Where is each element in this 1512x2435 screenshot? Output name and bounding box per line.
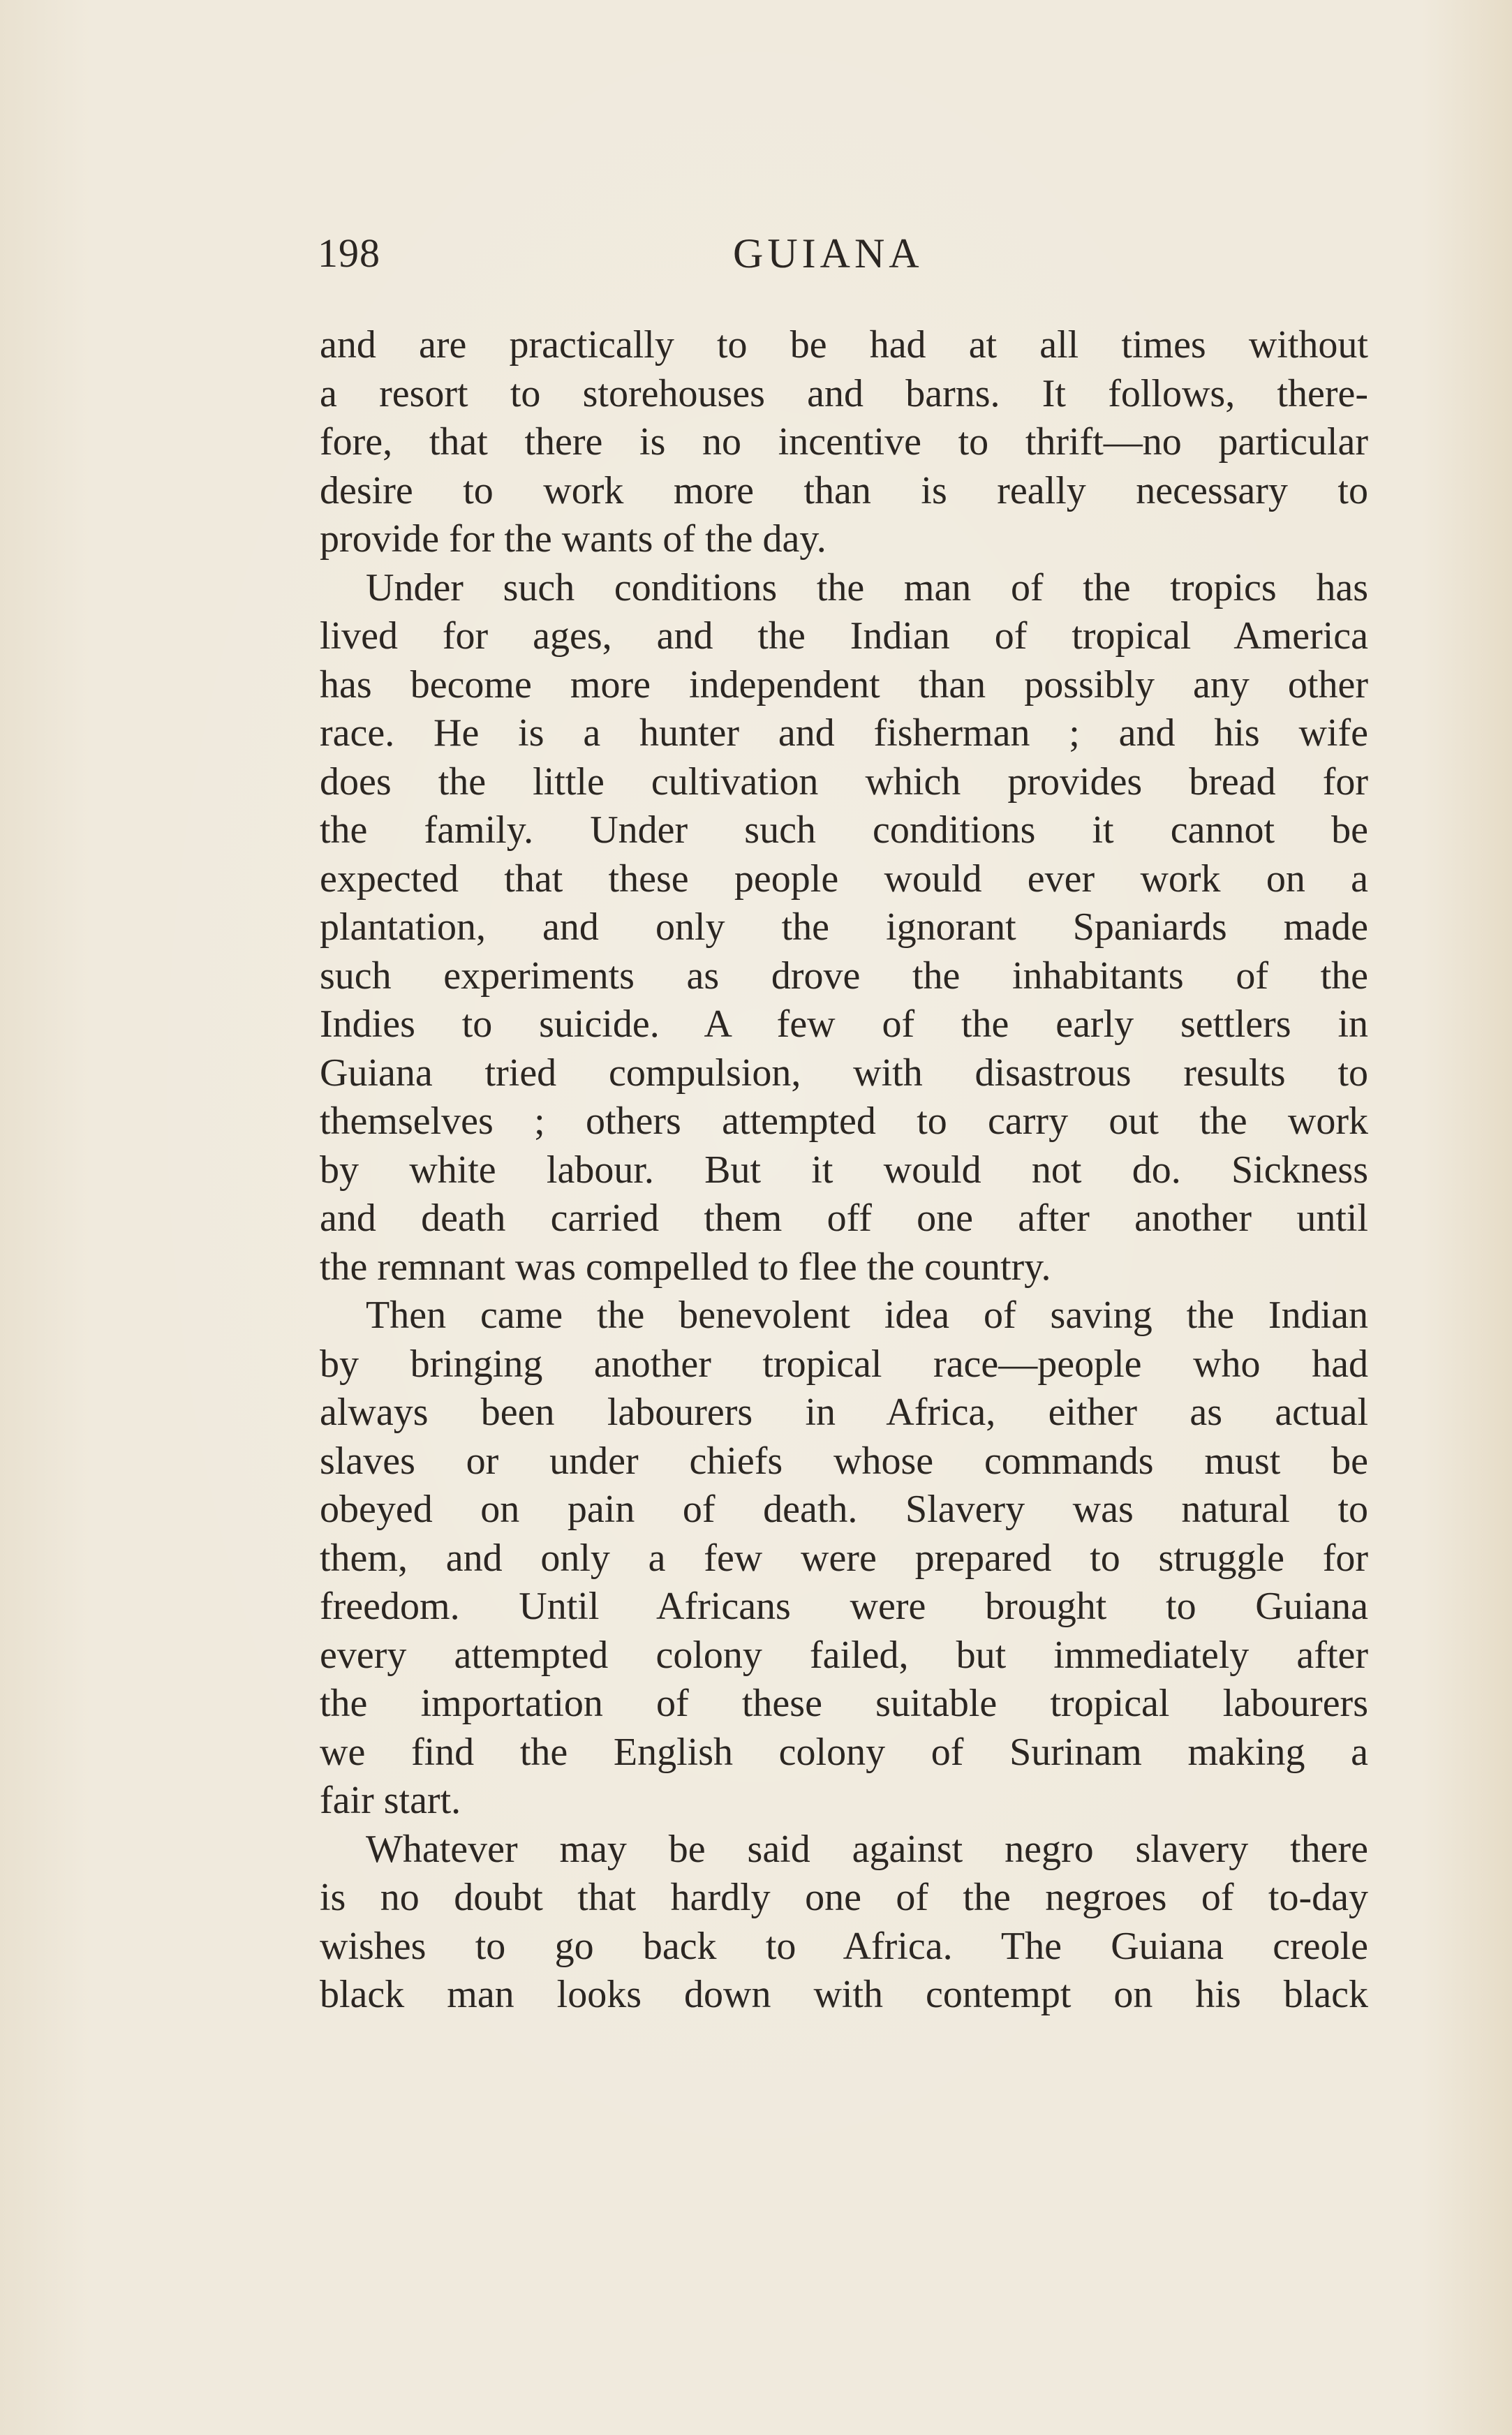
text-line: does the little cultivation which provides bread for <box>320 760 1368 804</box>
text-line: the importation of these suitable tropical labourers <box>320 1682 1368 1725</box>
text-line: we find the English colony of Surinam making a <box>320 1730 1368 1774</box>
text-line: by bringing another tropical race—people who had <box>320 1342 1368 1386</box>
body-text <box>320 321 1368 2020</box>
text-line: is no doubt that hardly one of the negroes of to-day <box>320 1876 1368 1919</box>
text-line: and are practically to be had at all times without <box>320 323 1368 367</box>
text-line: Then came the benevolent idea of saving the Indian <box>366 1294 1368 1337</box>
text-line: such experiments as drove the inhabitants of the <box>320 954 1368 998</box>
text-line: freedom. Until Africans were brought to Guiana <box>320 1585 1368 1628</box>
text-line: provide for the wants of the day. <box>320 517 827 561</box>
text-line: every attempted colony failed, but immediately after <box>320 1633 1368 1677</box>
text-line: always been labourers in Africa, either as actual <box>320 1391 1368 1434</box>
text-line: the family. Under such conditions it cannot be <box>320 808 1368 852</box>
text-line: expected that these people would ever work on a <box>320 857 1368 901</box>
text-line: Guiana tried compulsion, with disastrous results to <box>320 1051 1368 1095</box>
text-line: Whatever may be said against negro slavery there <box>366 1827 1368 1871</box>
text-line: by white labour. But it would not do. Sickness <box>320 1148 1368 1192</box>
text-line: lived for ages, and the Indian of tropical America <box>320 614 1368 658</box>
text-line: the remnant was compelled to flee the country. <box>320 1245 1051 1289</box>
running-head: GUIANA <box>733 230 924 276</box>
text-line: black man looks down with contempt on his black <box>320 1973 1368 2016</box>
text-line: obeyed on pain of death. Slavery was natural to <box>320 1488 1368 1531</box>
text-line: race. He is a hunter and fisherman ; and his wife <box>320 711 1368 755</box>
text-line: fore, that there is no incentive to thrift—no particular <box>320 420 1368 464</box>
text-line: fair start. <box>320 1779 461 1822</box>
text-line: Indies to suicide. A few of the early settlers in <box>320 1002 1368 1046</box>
text-line: Under such conditions the man of the tropics has <box>366 565 1368 609</box>
text-line: desire to work more than is really necessary to <box>320 468 1368 512</box>
page-header <box>318 222 1365 285</box>
text-line: plantation, and only the ignorant Spaniards made <box>320 905 1368 949</box>
text-line: them, and only a few were prepared to struggle for <box>320 1536 1368 1580</box>
text-line: a resort to storehouses and barns. It follows, there- <box>320 371 1368 415</box>
text-line: has become more independent than possibly any other <box>320 663 1368 706</box>
text-line: wishes to go back to Africa. The Guiana creole <box>320 1924 1368 1968</box>
text-line: and death carried them off one after another until <box>320 1197 1368 1240</box>
page-number: 198 <box>318 230 380 276</box>
text-line: themselves ; others attempted to carry out the work <box>320 1100 1368 1143</box>
text-line: slaves or under chiefs whose commands must be <box>320 1439 1368 1483</box>
